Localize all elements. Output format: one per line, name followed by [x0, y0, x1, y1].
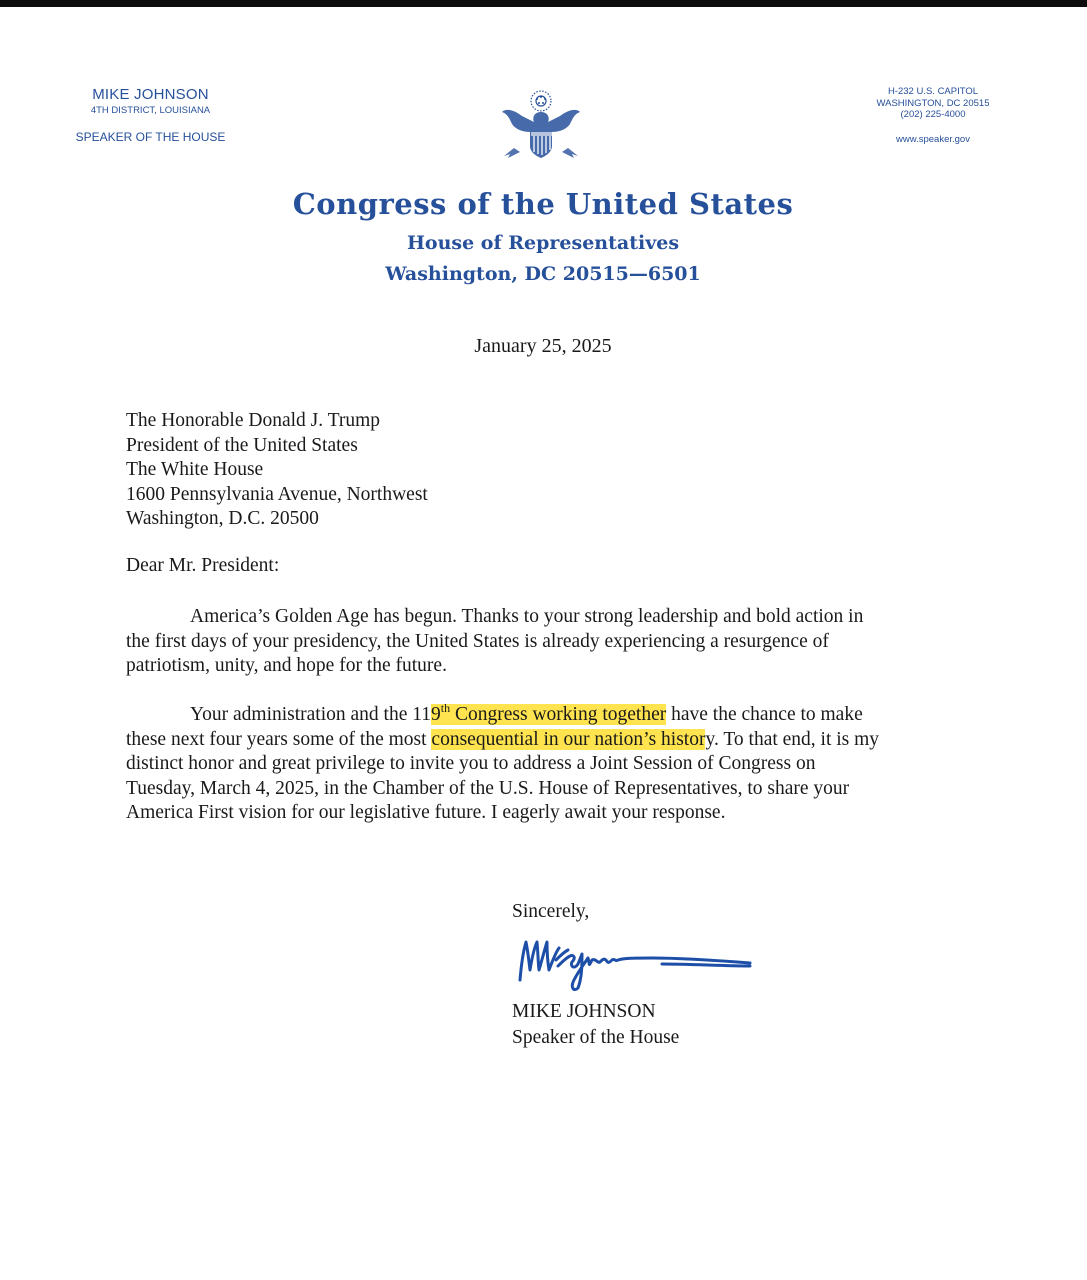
text-run: y. To that end, it is my	[705, 728, 880, 750]
paragraph-line: distinct honor and great privilege to invite you to address a Joint Session of Congress on	[126, 753, 816, 774]
paragraph-line: America’s Golden Age has begun. Thanks to your strong leadership and bold action in	[190, 606, 864, 627]
masthead-house: House of Representatives	[406, 232, 680, 254]
recipient-line: The Honorable Donald J. Trump	[126, 410, 381, 431]
paragraph-line: the first days of your presidency, the United States is already experiencing a resurgence of	[126, 630, 829, 652]
highlighted-text: consequential in our nation’s histor	[431, 728, 706, 750]
city-address: WASHINGTON, DC 20515	[876, 97, 990, 109]
letterhead-right	[862, 86, 1004, 145]
office-phone: (202) 225-4000	[900, 109, 966, 120]
salutation: Dear Mr. President:	[126, 555, 280, 576]
recipient-line: The White House	[126, 459, 264, 480]
masthead-congress: Congress of the United States	[292, 187, 794, 221]
masthead	[243, 180, 843, 290]
ordinal-suffix: th	[440, 701, 451, 715]
text-run: Your administration and the 11	[190, 704, 432, 725]
paragraph-line: America First vision for our legislative future. I eagerly await your response.	[126, 802, 726, 823]
letterhead-left	[68, 86, 233, 144]
recipient-address	[126, 409, 428, 532]
paragraph-line: patriotism, unity, and hope for the future.	[126, 655, 447, 676]
paragraph-1	[126, 605, 956, 679]
signature-block	[512, 999, 679, 1051]
text-run: 9	[431, 704, 441, 725]
paragraph-line	[126, 728, 956, 753]
text-run: Congress working together	[450, 704, 667, 725]
paragraph-line: Tuesday, March 4, 2025, in the Chamber of the U.S. House of Representatives, to share your	[126, 777, 850, 799]
great-seal-eagle-icon	[498, 88, 584, 168]
letterhead-name: MIKE JOHNSON	[92, 86, 209, 103]
recipient-line: 1600 Pennsylvania Avenue, Northwest	[126, 483, 428, 505]
signer-title: Speaker of the House	[512, 1027, 680, 1048]
capitol-address: H-232 U.S. CAPITOL	[887, 86, 979, 97]
letter-date: January 25, 2025	[474, 335, 612, 357]
paragraph-line	[126, 703, 956, 728]
letterhead-title: SPEAKER OF THE HOUSE	[75, 130, 226, 144]
top-border	[0, 0, 1087, 7]
recipient-line: Washington, D.C. 20500	[126, 508, 319, 529]
text-run: have the chance to make	[666, 704, 863, 725]
masthead-city: Washington, DC 20515—6501	[385, 263, 701, 285]
highlighted-text	[431, 701, 667, 725]
recipient-line: President of the United States	[126, 434, 358, 456]
paragraph-2	[126, 703, 956, 826]
letterhead-district: 4TH DISTRICT, LOUISIANA	[90, 105, 211, 116]
website-link[interactable]: www.speaker.gov	[896, 133, 970, 145]
text-run: these next four years some of the most	[126, 728, 432, 750]
signer-name: MIKE JOHNSON	[512, 1001, 656, 1022]
handwritten-signature	[512, 930, 757, 1000]
closing: Sincerely,	[512, 901, 590, 922]
